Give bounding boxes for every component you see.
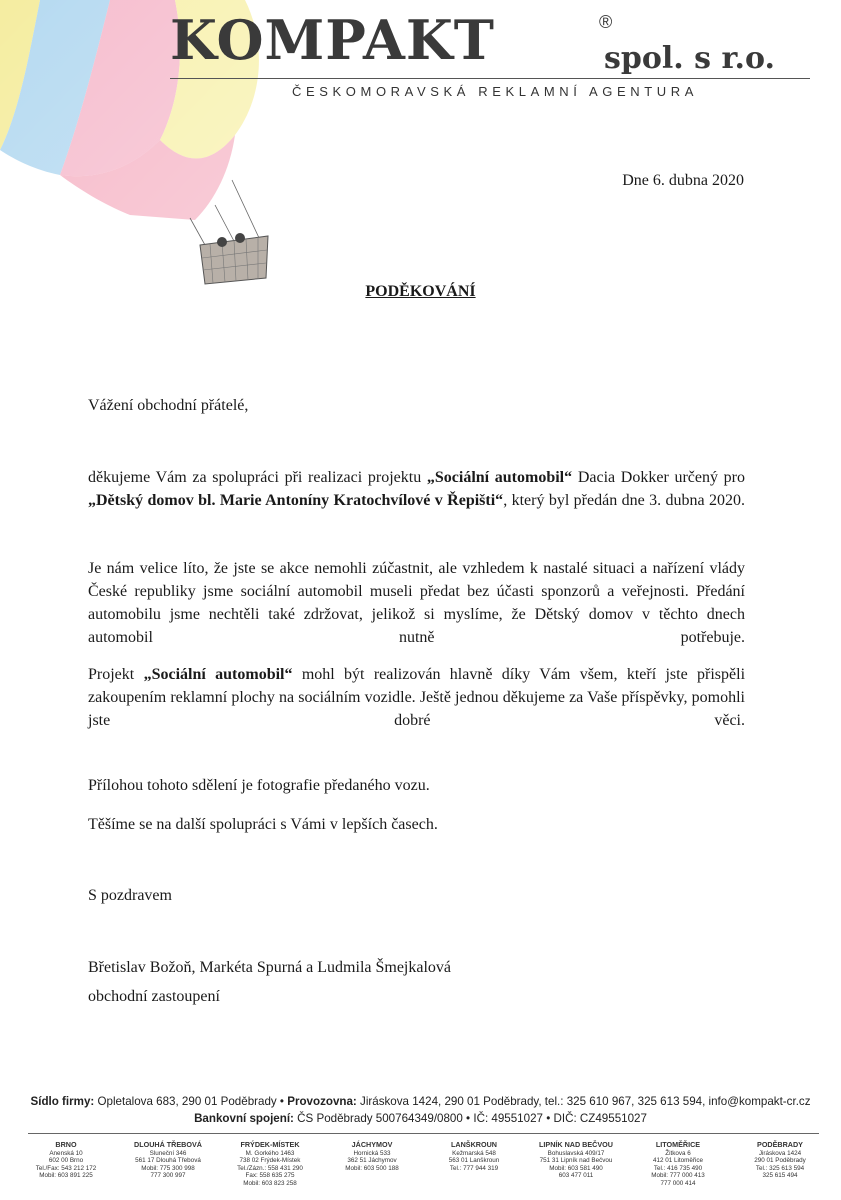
branch-office-line: Tel.: 416 735 490 xyxy=(653,1164,703,1172)
signers: Břetislav Božoň, Markéta Spurná a Ludmila Šmejkalová xyxy=(88,959,452,976)
letterhead-divider xyxy=(170,78,810,79)
footer-divider xyxy=(28,1133,819,1134)
branch-office-line: Mobil: 603 891 225 xyxy=(39,1172,93,1180)
footer-bank-line: Bankovní spojení: ČS Poděbrady 500764349/0800 • IČ: 49551027 • DIČ: CZ49551027 xyxy=(194,1112,647,1125)
branch-office xyxy=(222,1141,318,1188)
paragraph-apology: Je nám velice líto, že jste se akce nemohli zúčastnit, ale vzhledem k nastalé situaci a nařízení vlády České republiky jsme sociální automobil museli předat bez účasti sponzorů a veřejnosti. Předání automobilu jsme nechtěli také zdržovat, jelikož si myslíme, že Dětský domov v těchto dnech automobil nutně potřebuje. xyxy=(88,560,745,646)
branch-office-line: Tel./Fax: 543 212 172 xyxy=(35,1164,97,1172)
branch-office-name: LANŠKROUN xyxy=(451,1140,497,1149)
registered-mark: ® xyxy=(599,12,613,32)
branch-office-line: 563 01 Lanškroun xyxy=(448,1157,500,1165)
branch-office xyxy=(426,1141,522,1188)
branch-office-name: JÁCHYMOV xyxy=(351,1140,393,1149)
branch-office-name: LIPNÍK NAD BEČVOU xyxy=(539,1140,613,1149)
branch-office-line: Tel.: 777 944 319 xyxy=(449,1164,499,1172)
branch-office-line: Kežmarská 548 xyxy=(452,1149,496,1157)
branch-office-line: Mobil: 603 823 258 xyxy=(243,1179,297,1187)
branch-office xyxy=(630,1141,726,1188)
branch-office-line: Hornická 533 xyxy=(353,1149,391,1157)
closing: S pozdravem xyxy=(88,887,172,904)
branch-office-line: Bohuslavská 409/17 xyxy=(547,1149,605,1157)
branch-office xyxy=(120,1141,216,1188)
branch-office xyxy=(732,1141,828,1188)
footer-address-line: Sídlo firmy: Opletalova 683, 290 01 Poděbrady • Provozovna: Jiráskova 1424, 290 01 Poděbrady, tel.: 325 610 967, 325 613 594, info@kompakt-cr.cz xyxy=(30,1095,811,1108)
branch-office-line: 603 477 011 xyxy=(558,1172,594,1180)
branch-office-name: FRÝDEK-MÍSTEK xyxy=(240,1140,300,1149)
branch-office-line: 751 31 Lipník nad Bečvou xyxy=(539,1157,613,1165)
branch-office-line: 561 17 Dlouhá Třebová xyxy=(135,1157,201,1165)
company-legal-form: spol. s r.o. xyxy=(604,41,775,76)
branch-office-line: 777 300 997 xyxy=(150,1172,186,1180)
branch-office xyxy=(18,1141,114,1188)
branch-office-line: Žitkova 6 xyxy=(665,1149,691,1157)
company-logo-wordmark: KOMPAKT xyxy=(170,8,495,72)
letter-date: Dne 6. dubna 2020 xyxy=(622,172,744,189)
branch-office-line: 777 000 414 xyxy=(660,1179,696,1187)
branch-office-name: LITOMĚŘICE xyxy=(655,1140,701,1149)
letterhead xyxy=(170,8,820,98)
branch-office-name: BRNO xyxy=(55,1140,77,1149)
paragraph-attachment: Přílohou tohoto sdělení je fotografie předaného vozu. xyxy=(88,777,430,794)
branch-office xyxy=(324,1141,420,1188)
branch-office-line: 412 01 Litoměřice xyxy=(652,1157,704,1165)
branch-office-line: M. Gorkého 1463 xyxy=(245,1149,295,1157)
paragraph-thanks: děkujeme Vám za spolupráci při realizaci projektu „Sociální automobil“ Dacia Dokker určený pro „Dětský domov bl. Marie Antoníny Kratochvílové v Řepišti“, který byl předán dne 3. dubna 2020. xyxy=(88,469,746,509)
branch-office xyxy=(528,1141,624,1188)
branch-office-line: Sluneční 346 xyxy=(149,1149,187,1157)
branch-office-line: Mobil: 777 000 413 xyxy=(651,1172,705,1180)
branch-office-line: 738 02 Frýdek-Místek xyxy=(239,1157,301,1165)
branch-office-name: DLOUHÁ TŘEBOVÁ xyxy=(134,1140,202,1149)
branch-office-line: 362 51 Jáchymov xyxy=(347,1157,397,1165)
letter-footer xyxy=(0,1093,841,1187)
branch-office-line: Mobil: 603 581 490 xyxy=(549,1164,603,1172)
branch-office-name: PODĚBRADY xyxy=(757,1140,803,1149)
letter-title: PODĚKOVÁNÍ xyxy=(365,283,476,300)
branch-offices xyxy=(18,1141,828,1188)
branch-office-line: Tel./Zázn.: 558 431 290 xyxy=(237,1164,303,1172)
branch-office-line: Tel.: 325 613 594 xyxy=(755,1164,805,1172)
salutation: Vážení obchodní přátelé, xyxy=(88,397,249,414)
signers-role: obchodní zastoupení xyxy=(88,988,220,1005)
paragraph-future: Těšíme se na další spolupráci s Vámi v lepších časech. xyxy=(88,816,438,833)
branch-office-line: Fax: 558 635 275 xyxy=(245,1172,295,1180)
branch-office-line: 290 01 Poděbrady xyxy=(754,1157,806,1165)
branch-office-line: Jiráskova 1424 xyxy=(758,1149,802,1157)
branch-office-line: 325 615 494 xyxy=(762,1172,798,1180)
paragraph-project: Projekt „Sociální automobil“ mohl být realizován hlavně díky Vám všem, kteří jste přispěli zakoupením reklamní plochy na sociálním vozidle. Ještě jednou děkujeme za Vaše příspěvky, pomohli jste dobré věci. xyxy=(88,666,746,729)
branch-office-line: Anenská 10 xyxy=(49,1149,83,1157)
company-tagline: ČESKOMORAVSKÁ REKLAMNÍ AGENTURA xyxy=(292,84,699,99)
branch-office-line: Mobil: 775 300 998 xyxy=(141,1164,195,1172)
branch-office-line: Mobil: 603 500 188 xyxy=(345,1164,399,1172)
branch-office-line: 602 00 Brno xyxy=(48,1157,84,1165)
